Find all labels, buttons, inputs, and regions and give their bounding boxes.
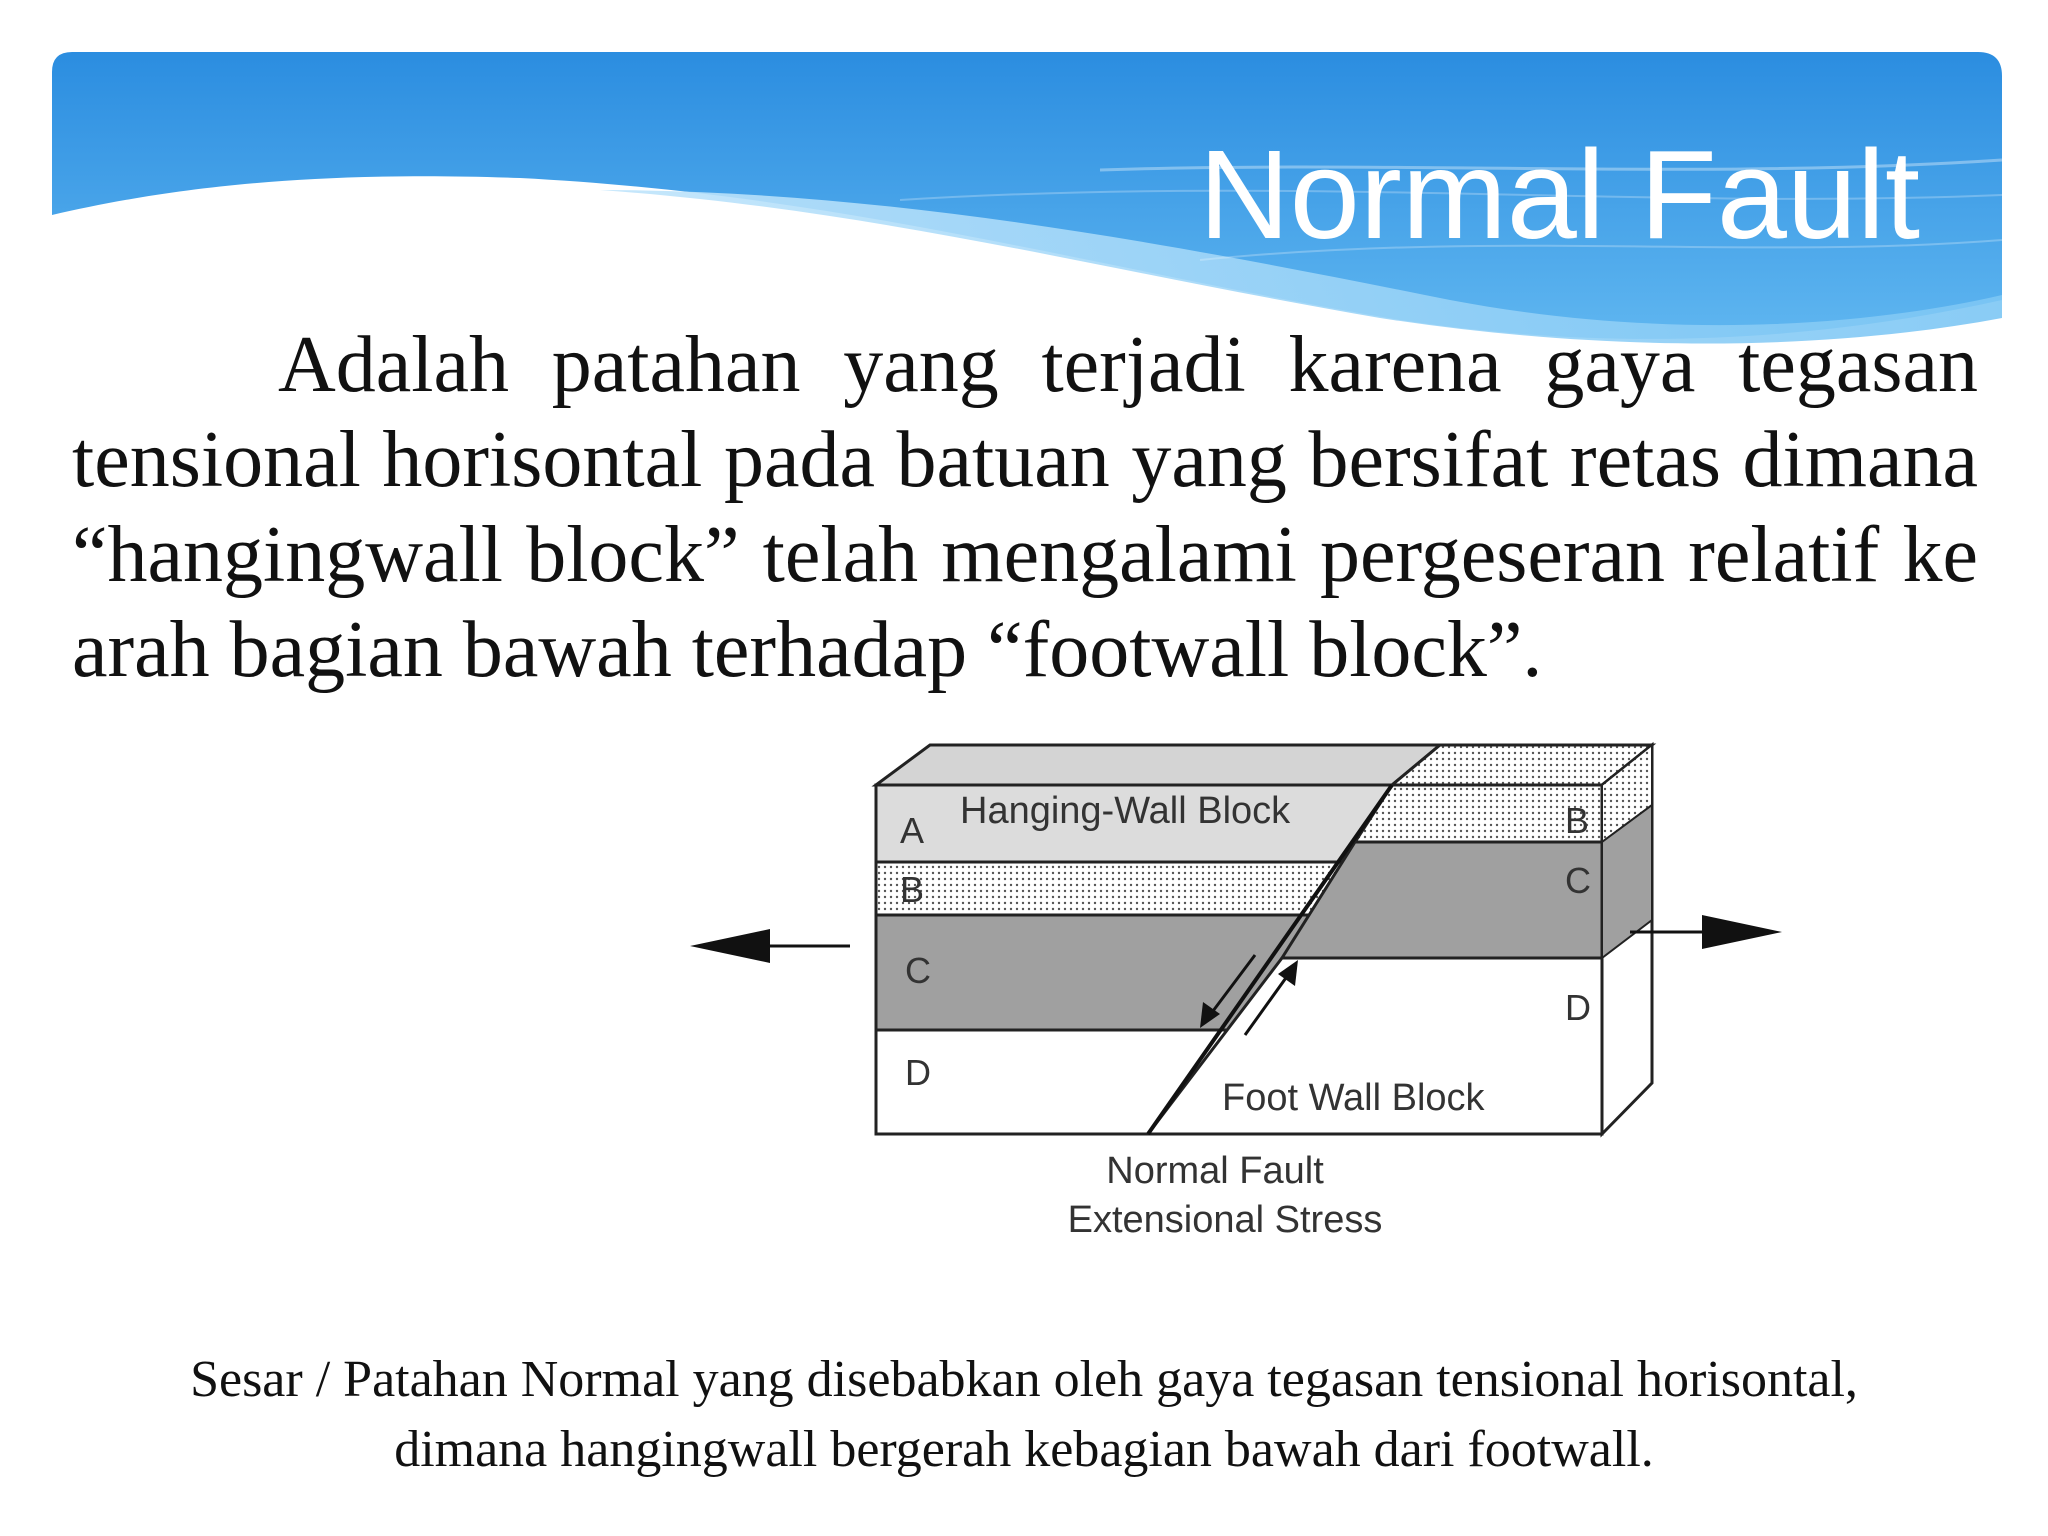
hanging-layer-b-label: B — [900, 869, 925, 910]
caption-line-1: Sesar / Patahan Normal yang disebabkan oleh gaya tegasan tensional horisontal, — [190, 1351, 1858, 1408]
extension-arrowhead-left — [690, 929, 770, 963]
hanging-top-face — [876, 745, 1440, 785]
foot-wall-label: Foot Wall Block — [1222, 1077, 1485, 1119]
hanging-layer-d-label: D — [905, 1052, 931, 1093]
foot-layer-d-label: D — [1565, 987, 1591, 1028]
hanging-layer-c-label: C — [905, 950, 931, 991]
figure-caption — [60, 1345, 1988, 1485]
normal-fault-diagram — [680, 730, 1810, 1250]
hanging-layer-a-label: A — [900, 810, 925, 851]
slide-title: Normal Fault — [1198, 124, 1920, 265]
foot-layer-b-label: B — [1565, 800, 1590, 841]
body-paragraph: Adalah patahan yang terjadi karena gaya tegasan tensional horisontal pada batuan yang bersifat retas dimana “hangingwall block” telah mengalami pergeseran relatif ke arah bagian bawah terhadap “footwall block”. — [72, 321, 1978, 694]
hanging-layer-b — [876, 862, 1343, 915]
hanging-wall-label: Hanging-Wall Block — [960, 790, 1291, 832]
diagram-caption-1: Normal Fault — [1106, 1150, 1324, 1192]
diagram-caption-2: Extensional Stress — [1067, 1199, 1383, 1241]
foot-layer-c-label: C — [1565, 860, 1591, 901]
caption-line-2: dimana hangingwall bergerah kebagian bawah dari footwall. — [394, 1421, 1654, 1478]
extension-arrowhead-right — [1702, 915, 1782, 949]
